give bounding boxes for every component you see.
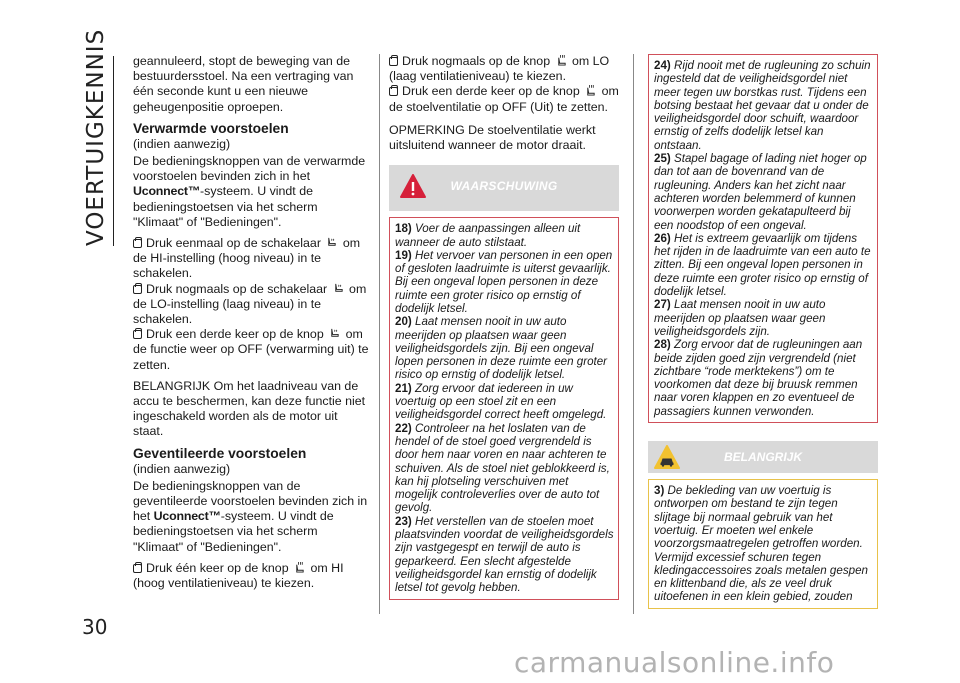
step-text: Druk een derde keer op de knop	[402, 84, 580, 99]
intro-paragraph: geannuleerd, stopt de beweging van de bestuurdersstoel. Na een vertraging van één seconde kunt u een nieuwe geheugenpositie oproepen.	[133, 54, 354, 114]
caution-title: BELANGRIJK	[723, 450, 802, 465]
vented-desc-text-2: -systeem. U vindt de bedieningstoetsen via het scherm "Klimaat" of "Bedieningen".	[133, 509, 334, 554]
step-bullet-icon	[133, 330, 142, 339]
step-text-post: om de functie weer op OFF (verwarming uit) te zetten.	[133, 327, 369, 372]
step-bullet-icon	[389, 87, 398, 96]
heated-step-1	[133, 236, 371, 282]
warning-text: Voer de aanpassingen alleen uit wanneer de auto stilstaat.	[395, 222, 581, 249]
step-text: Druk eenmaal op de schakelaar	[146, 236, 321, 251]
warning-text: Stapel bagage of lading niet hoger op dan tot aan de bovenrand van de rugleuning. Anders kan het zicht naar achteren worden belemmerd of kunnen voorwerpen worden gekatapulteerd bij een noodstop of een ongeval.	[654, 152, 867, 232]
warning-item	[654, 232, 873, 298]
heated-seat-icon	[326, 237, 337, 248]
uconnect-brand: Uconnect™	[133, 184, 201, 199]
warning-item	[395, 422, 614, 515]
warning-number: 21)	[395, 381, 412, 395]
ventilated-seat-icon	[556, 54, 567, 67]
warning-title: WAARSCHUWING	[450, 179, 558, 194]
step-bullet-icon	[133, 285, 142, 294]
heated-step-2	[133, 282, 371, 328]
section-title: VOERTUIGKENNIS	[83, 28, 109, 246]
warning-number: 24)	[654, 59, 671, 72]
warning-number: 27)	[654, 298, 671, 312]
vented-seats-description	[133, 479, 371, 555]
warning-item	[395, 249, 614, 315]
vented-step-1	[133, 561, 371, 591]
heated-seats-description	[133, 154, 371, 230]
step-text-post: om HI (hoog ventilatieniveau) te kiezen.	[133, 560, 344, 591]
watermark: carmanualsonline.info	[514, 646, 835, 679]
caution-number: 3)	[654, 484, 665, 498]
warning-text: Het verstellen van de stoelen moet plaatsvinden voordat de veiligheidsgordels zijn vastgegespt en terwijl de auto is geparkeerd. Een slecht afgestelde veiligheidsgordel kan ernstig of dodelijk letsel tot gevolg hebben.	[395, 514, 614, 595]
vented-desc-text: De bedieningsknoppen van de geventileerde voorstoelen bevinden zich in het	[133, 478, 368, 524]
warning-number: 19)	[395, 248, 412, 262]
caution-text: De bekleding van uw voertuig is ontworpen om bestand te zijn tegen slijtage bij normaal gebruik van het voertuig. Er moeten wel enkele voorzorgsmaatregelen getroffen worden. Vermijd excessief schuren tegen kledingaccessoires zoals metalen gespen en klittenband die, als ze veel druk uitoefenen in een klein gebied, zouden	[654, 484, 868, 604]
caution-box	[648, 479, 878, 609]
warning-number: 26)	[654, 231, 671, 245]
step-text-post: om de LO-instelling (laag niveau) in te schakelen.	[133, 281, 367, 327]
warning-text: Het is extreem gevaarlijk om tijdens het rijden in de laadruimte van een auto te zitten. Bij een ongeval lopen personen in deze ruimte een groter risico op ernstig of dodelijk letsel.	[654, 231, 871, 299]
column-2	[389, 54, 619, 600]
uconnect-brand: Uconnect™	[153, 509, 221, 524]
step-bullet-icon	[133, 564, 142, 573]
warning-number: 25)	[654, 152, 671, 166]
warning-box	[389, 217, 619, 599]
column-3	[648, 54, 878, 609]
column-1	[133, 54, 371, 591]
vented-step-3	[389, 84, 619, 114]
battery-note: BELANGRIJK Om het laadniveau van de accu te beschermen, kan deze functie niet ingeschakeld worden als de motor uit staat.	[133, 378, 366, 439]
vented-seats-heading: Geventileerde voorstoelen	[133, 445, 307, 461]
heated-seat-icon	[329, 328, 340, 339]
warning-number: 20)	[395, 315, 412, 329]
warning-item	[395, 315, 614, 381]
warning-item	[654, 152, 873, 232]
heated-seats-heading: Verwarmde voorstoelen	[133, 120, 289, 136]
warning-header	[389, 165, 619, 211]
warning-box-continued	[648, 54, 878, 423]
step-text: Druk één keer op de knop	[146, 560, 289, 575]
heated-desc-text-2: -systeem. U vindt de bedieningstoetsen via het scherm "Klimaat" of "Bedieningen".	[133, 184, 318, 229]
ventilated-seat-icon	[585, 84, 596, 97]
warning-number: 28)	[654, 338, 671, 352]
column-divider	[379, 54, 380, 614]
warning-text: Zorg ervoor dat de rugleuningen aan beide zijden goed zijn vergrendeld (niet zichtbare “rode merktekens”) om te voorkomen dat deze bij bruusk remmen naar voren klappen en zo eventueel de passagiers kunnen verwonden.	[654, 338, 863, 418]
step-text: Druk een derde keer op de knop	[146, 327, 324, 342]
step-bullet-icon	[389, 57, 398, 66]
warning-item	[395, 382, 614, 422]
warning-item	[654, 59, 873, 152]
step-text-post: om LO (laag ventilatieniveau) te kiezen.	[389, 54, 610, 84]
page-number: 30	[82, 615, 108, 639]
step-text: Druk nogmaals op de knop	[402, 54, 551, 68]
engine-note: OPMERKING De stoelventilatie werkt uitsluitend wanneer de motor draait.	[389, 122, 596, 153]
warning-number: 23)	[395, 514, 412, 528]
caution-header	[648, 441, 878, 473]
warning-item	[395, 515, 614, 595]
ventilated-seat-icon	[294, 561, 305, 574]
heated-desc-text: De bedieningsknoppen van de verwarmde voorstoelen bevinden zich in het	[133, 154, 366, 184]
warning-text: Zorg ervoor dat iedereen in uw voertuig op een stoel zit en een veiligheidsgordel correct heeft omgelegd.	[395, 381, 607, 422]
warning-item	[654, 298, 873, 338]
warning-number: 18)	[395, 222, 412, 236]
warning-text: Rijd nooit met de rugleuning zo schuin ingesteld dat de veiligheidsgordel niet meer tegen uw borstkas rust. Tijdens een botsing bestaat het gevaar dat u onder de veiligheidsgordel door schuift, waardoor ernstig of zelfs dodelijk letsel kan ontstaan.	[654, 59, 871, 152]
caution-item	[654, 484, 873, 604]
heated-seats-subheading: (indien aanwezig)	[133, 136, 231, 151]
warning-text: Laat mensen nooit in uw auto meerijden op plaatsen waar geen veiligheidsgordels zijn.	[654, 298, 826, 338]
vented-step-2	[389, 54, 619, 84]
step-text: Druk nogmaals op de schakelaar	[146, 281, 328, 296]
warning-text: Laat mensen nooit in uw auto meerijden op plaatsen waar geen veiligheidsgordels zijn. Bij een ongeval lopen personen in deze ruimte een groter risico op ernstig of dodelijk letsel.	[395, 315, 608, 382]
heated-step-3	[133, 327, 371, 373]
warning-text: Controleer na het loslaten van de hendel of de stoel goed vergrendeld is door hem naar voren en naar achteren te schuiven. Als de stoel niet geblokkeerd is, kan hij plotseling verschuiven met mogelijk controleverlies over de auto tot gevolg.	[395, 421, 610, 515]
heated-seat-icon	[333, 283, 344, 294]
warning-item	[654, 338, 873, 418]
column-divider	[633, 54, 634, 614]
step-text-post: om de stoelventilatie op OFF (Uit) te zetten.	[389, 84, 619, 114]
warning-number: 22)	[395, 421, 412, 435]
warning-text: Het vervoer van personen in een open of gesloten laadruimte is uiterst gevaarlijk. Bij een ongeval lopen personen in deze ruimte een groter risico op ernstig of dodelijk letsel.	[395, 248, 613, 315]
step-bullet-icon	[133, 239, 142, 248]
step-text-post: om de HI-instelling (hoog niveau) in te schakelen.	[133, 236, 361, 281]
warning-item	[395, 222, 614, 249]
vented-seats-subheading: (indien aanwezig)	[133, 461, 231, 476]
section-rule	[113, 56, 114, 246]
